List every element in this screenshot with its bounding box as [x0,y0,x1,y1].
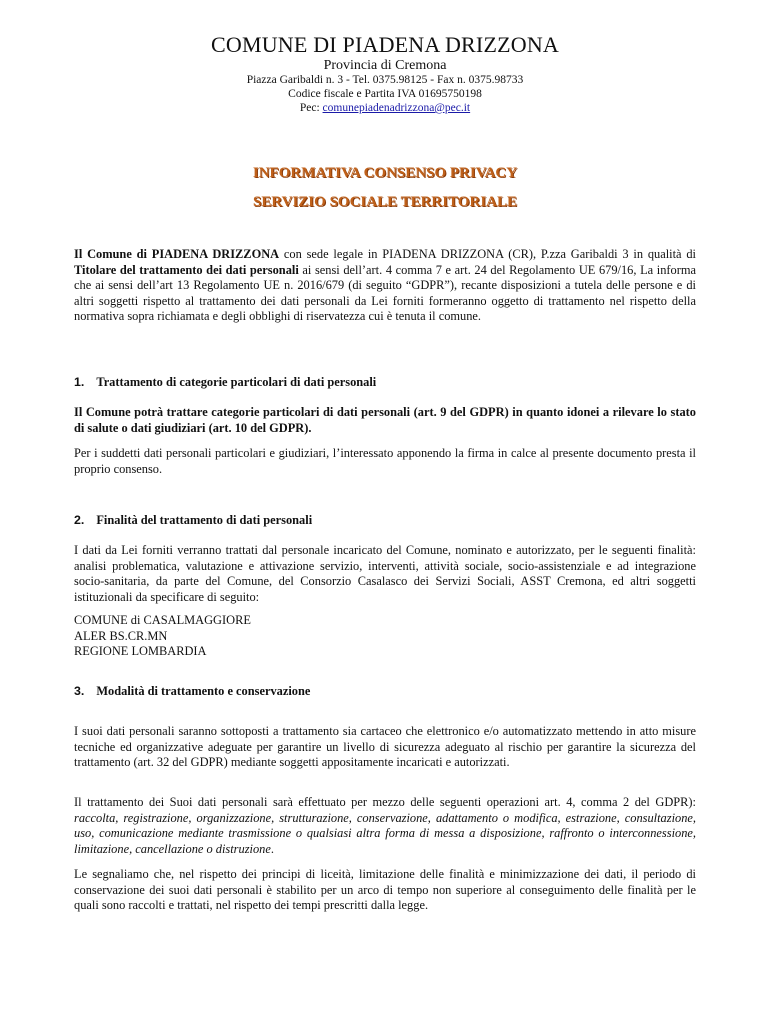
operations-end: . [270,841,274,856]
section-1-bold-paragraph: Il Comune potrà trattare categorie particolari di dati personali (art. 9 del GDPR) in quanto idonei a rilevare lo stato di salute o dati giudiziari (art. 10 del GDPR). [74,405,696,435]
document-title-line-1: INFORMATIVA CONSENSO PRIVACY [252,165,518,181]
section-1-number: 1. [74,375,85,389]
document-title-line-2: SERVIZIO SOCIALE TERRITORIALE [252,194,517,210]
pec-label: Pec: [299,102,323,114]
pec-email-link[interactable]: comunepiadenadrizzona@pec.it [322,102,471,114]
entities-list [74,613,251,660]
province-line: Provincia di Cremona [323,58,447,73]
pec-line [0,102,770,114]
section-1-paragraph: Per i suddetti dati personali particolari e giudiziari, l’interessato apponendo la firma in calce al presente documento presta il proprio consenso. [74,446,696,476]
section-2-heading [74,513,312,528]
operations-list: raccolta, registrazione, organizzazione, strutturazione, conservazione, adattamento o modifica, estrazione, consultazione, uso, comunicazione mediante trasmissione o qualsiasi altra forma di messa a disposizione, raffronto o interconnessione, limitazione, cancellazione o distruzione [74,810,696,856]
section-3-number: 3. [74,684,85,698]
section-2-number: 2. [74,513,85,527]
section-3-paragraph-2 [74,795,696,857]
section-3-paragraph-3: Le segnaliamo che, nel rispetto dei principi di liceità, limitazione delle finalità e minimizzazione dei dati, il periodo di conservazione dei suoi dati personali è stabilito per un arco di tempo non superiore al conseguimento delle finalità per le quali sono raccolti e trattati, nel rispetto dei tempi prescritti dalla legge. [74,867,696,913]
section-1-title: Trattamento di categorie particolari di dati personali [96,375,377,389]
section-3-title: Modalità di trattamento e conservazione [96,684,311,698]
section-3-heading [74,684,310,699]
intro-municipality: Il Comune di PIADENA DRIZZONA [74,247,280,261]
address-line: Piazza Garibaldi n. 3 - Tel. 0375.98125 - Fax n. 0375.98733 [246,74,524,86]
section-2-paragraph: I dati da Lei forniti verranno trattati dal personale incaricato del Comune, nominato e autorizzato, per le seguenti finalità: analisi problematica, valutazione e attivazione servizio, interventi, attività sociale, socio-assistenziale e ad integrazione socio-sanitaria, da parte del Comune, del Consorzio Casalasco dei Servizi Sociali, ASST Cremona, ed altri soggetti istituzionali da specificare di seguito: [74,543,696,604]
intro-text-2: ai sensi dell’art. 4 comma 7 e art. 24 del Regolamento UE 679/16, La informa che ai sensi dell’art 13 Regolamento UE n. 2016/679 (di seguito “GDPR”), recante disposizioni a tutela delle persone e di altri soggetti rispetto al trattamento dei dati personali da Lei forniti formeranno oggetto di trattamento nel rispetto della normativa sopra richiamata e degli obblighi di riservatezza cui è tenuta il comune. [74,262,696,324]
section-1-heading [74,375,376,390]
intro-text-1: con sede legale in PIADENA DRIZZONA (CR), P.zza Garibaldi 3 in qualità di [279,247,696,261]
section-3-paragraph-1: I suoi dati personali saranno sottoposti a trattamento sia cartaceo che elettronico e/o automatizzato mettendo in atto misure tecniche ed organizzative adeguate per garantire un livello di sicurezza adeguato al rischio per garantire la sicurezza del trattamento (art. 32 del GDPR) mediante soggetti appositamente incaricati e autorizzati. [74,724,696,770]
operations-lead: Il trattamento dei Suoi dati personali sarà effettuato per mezzo delle seguenti operazioni art. 4, comma 2 del GDPR): [74,795,696,809]
list-item: COMUNE di CASALMAGGIORE [74,613,251,627]
section-2-title: Finalità del trattamento di dati personali [96,513,313,527]
list-item: ALER BS.CR.MN [74,628,168,643]
municipality-title: COMUNE DI PIADENA DRIZZONA [210,32,559,57]
tax-code-line: Codice fiscale e Partita IVA 01695750198 [288,88,482,100]
intro-controller: Titolare del trattamento dei dati personali [74,262,299,277]
list-item: REGIONE LOMBARDIA [74,644,207,659]
intro-paragraph [74,247,696,325]
